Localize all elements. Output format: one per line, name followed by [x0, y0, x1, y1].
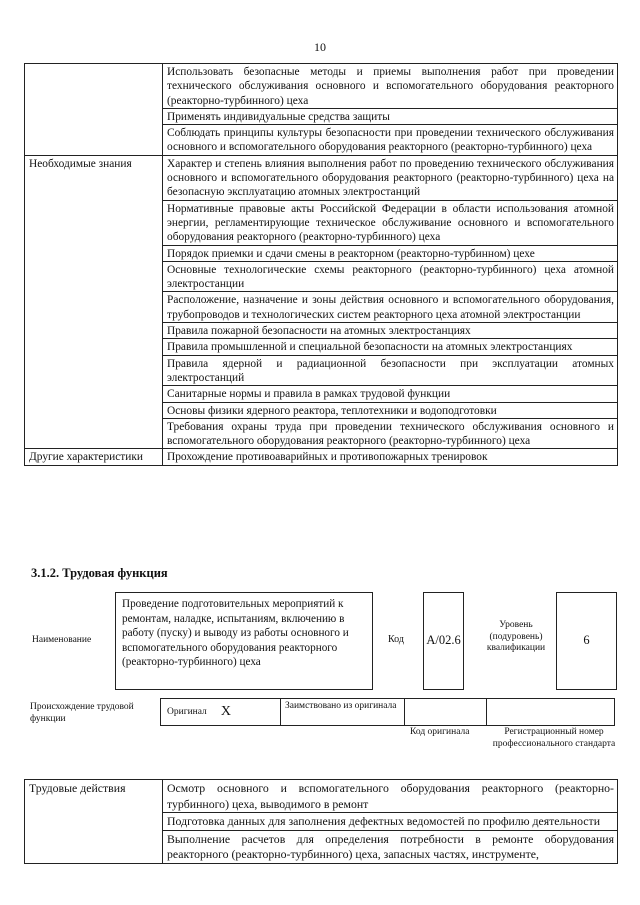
origin-row	[161, 698, 617, 726]
row-item: Расположение, назначение и зоны действия основного и вспомогательного оборудования, трубопроводов и технологических систем реакторного цеха атомной электростанции	[163, 292, 618, 323]
function-code-box: A/02.6	[423, 592, 464, 690]
table-row	[25, 449, 618, 465]
row-item: Подготовка данных для заполнения дефектных ведомостей по профилю деятельности	[163, 813, 618, 831]
row-item: Требования охраны труда при проведении технического обслуживания основного и вспомогательного оборудования реакторного (реакторно-турбинного) цеха	[163, 418, 618, 449]
code-label: Код	[388, 634, 404, 645]
qualification-level-box: 6	[556, 592, 617, 690]
borrowed-cell: Заимствовано из оригинала	[280, 698, 405, 726]
row-item: Использовать безопасные методы и приемы выполнения работ при проведении технического обслуживания основного и вспомогательного оборудования реакторного (реакторно-турбинного) цеха	[163, 64, 618, 109]
row-item: Правила пожарной безопасности на атомных электростанциях	[163, 323, 618, 339]
original-cell	[160, 698, 281, 726]
registration-number-cell	[486, 698, 615, 726]
name-label: Наименование	[32, 635, 92, 645]
row-item: Основы физики ядерного реактора, теплотехники и водоподготовки	[163, 402, 618, 418]
table-row	[25, 155, 618, 200]
row-item: Соблюдать принципы культуры безопасности при проведении технического обслуживания основного и вспомогательного оборудования реакторного (реакторно-турбинного) цеха	[163, 125, 618, 156]
section-title: 3.1.2. Трудовая функция	[31, 566, 168, 580]
table-row	[25, 780, 618, 813]
qualification-level-label: Уровень (подуровень) квалификации	[486, 620, 546, 653]
row-label: Другие характеристики	[25, 449, 163, 465]
page-number: 10	[314, 40, 326, 54]
original-code-caption: Код оригинала	[410, 727, 470, 737]
row-item: Применять индивидуальные средства защиты	[163, 108, 618, 124]
row-item: Прохождение противоаварийных и противопожарных тренировок	[163, 449, 618, 465]
row-label	[25, 64, 163, 156]
function-name-box: Проведение подготовительных мероприятий к ремонтам, наладке, испытаниям, включению в работу (пуску) и выводу из работы основного и вспомогательного оборудования реакторного (реакторно-турбинного) цеха	[115, 592, 373, 690]
row-item: Правила ядерной и радиационной безопасности при эксплуатации атомных электростанций	[163, 355, 618, 386]
original-label: Оригинал	[167, 707, 207, 717]
row-item: Осмотр основного и вспомогательного оборудования реакторного (реакторно-турбинного) цеха, выводимого в ремонт	[163, 780, 618, 813]
origin-label: Происхождение трудовой функции	[30, 702, 134, 724]
registration-number-caption: Регистрационный номер профессионального стандарта	[492, 727, 616, 749]
row-item: Характер и степень влияния выполнения работ по проведению технического обслуживания основного и вспомогательного оборудования реакторного (реакторно-турбинного) цеха на безопасную эксплуатацию атомных электростанций	[163, 155, 618, 200]
labor-actions-table	[24, 779, 618, 864]
row-item: Нормативные правовые акты Российской Федерации в области использования атомной энергии, регламентирующие техническое обслуживание основного и вспомогательного оборудования реакторного (реакторно-турбинного) цеха	[163, 200, 618, 245]
row-item: Порядок приемки и сдачи смены в реакторном (реакторно-турбинном) цехе	[163, 245, 618, 261]
row-item: Основные технологические схемы реакторного (реакторно-турбинного) цеха атомной электростанции	[163, 261, 618, 292]
table-row	[25, 64, 618, 109]
row-label: Необходимые знания	[25, 155, 163, 449]
requirements-table	[24, 63, 618, 466]
original-mark: X	[220, 704, 231, 719]
row-item: Санитарные нормы и правила в рамках трудовой функции	[163, 386, 618, 402]
row-item: Выполнение расчетов для определения потребности в ремонте оборудования реакторного (реакторно-турбинного) цеха, запасных частях, инструменте,	[163, 830, 618, 863]
original-code-cell	[404, 698, 487, 726]
row-label: Трудовые действия	[25, 780, 163, 864]
row-item: Правила промышленной и специальной безопасности на атомных электростанциях	[163, 339, 618, 355]
